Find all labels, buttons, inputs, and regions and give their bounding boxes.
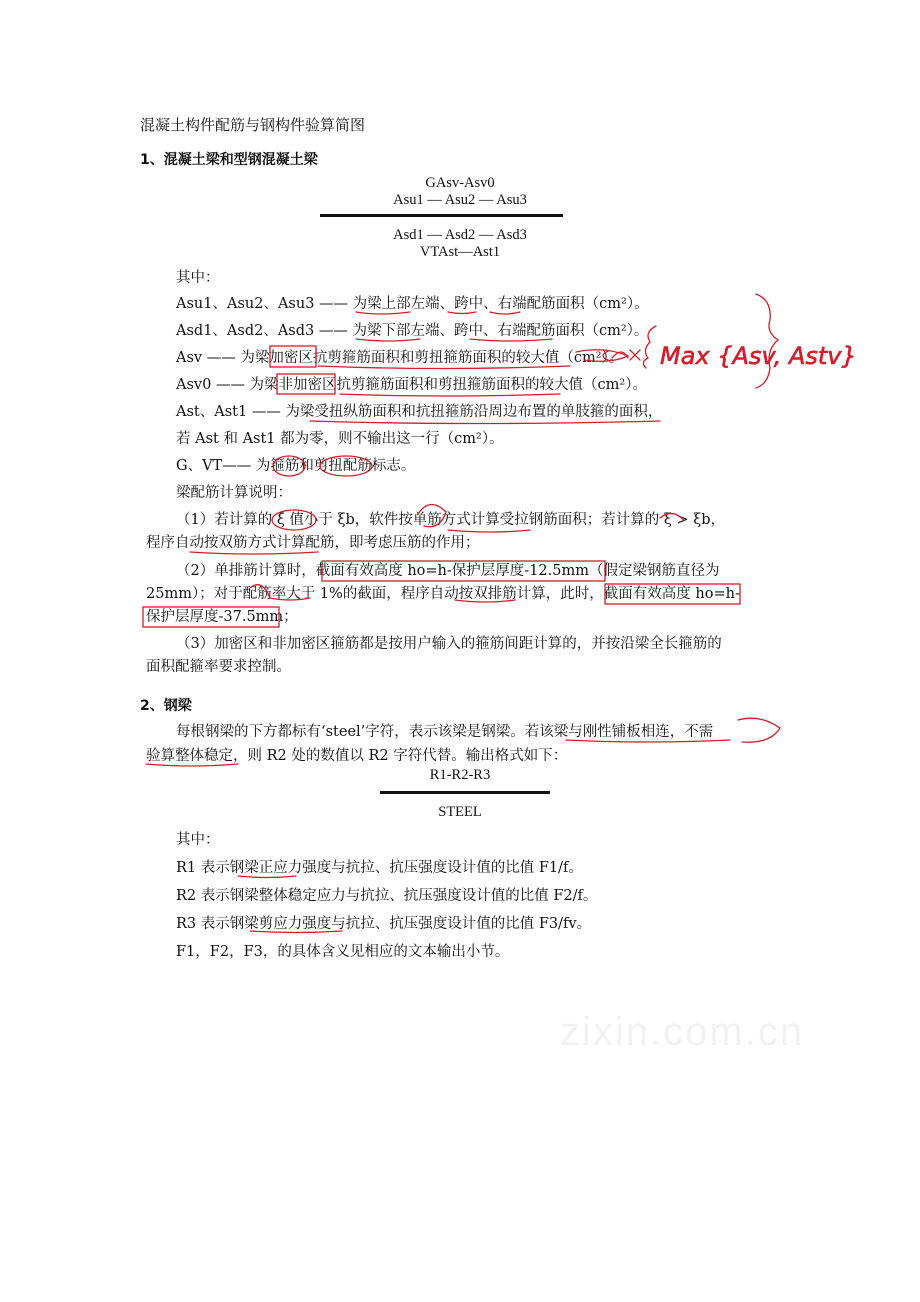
brace-mark	[756, 294, 778, 388]
where-label: 其中：	[176, 832, 220, 848]
section-1-heading: 1、混凝土梁和型钢混凝土梁	[140, 152, 318, 168]
def-line: 若 Ast 和 Ast1 都为零，则不输出这一行（cm²）。	[176, 431, 504, 447]
formula-bottom-line-1: Asd1 — Asd2 — Asd3	[393, 227, 527, 243]
def-line: Asv0 —— 为梁非加密区抗剪箍筋面积和剪扭箍筋面积的较大值（cm²）。	[176, 377, 647, 393]
handwritten-note: Max {Asv, Astv}	[660, 342, 857, 370]
note-line: 保护层厚度-37.5mm；	[146, 609, 298, 625]
steel-paragraph-line: 验算整体稳定，则 R2 处的数值以 R2 字符代替。输出格式如下：	[146, 748, 568, 764]
def-line: Asv —— 为梁加密区抗剪箍筋面积和剪扭箍筋面积的较大值（cm²）。	[176, 350, 624, 366]
note-line: 25mm）；对于配筋率大于 1%的截面，程序自动按双排筋计算，此时，截面有效高度 ho=h-	[146, 586, 740, 602]
section-2-heading: 2、钢梁	[140, 698, 192, 714]
watermark: zixin.com.cn	[560, 1010, 805, 1054]
note-line: （1）若计算的 ξ 值小于 ξb，软件按单筋方式计算受拉钢筋面积；若计算的 ξ > ξb，	[176, 512, 726, 528]
formula-top-line-2: Asu1 — Asu2 — Asu3	[393, 192, 527, 208]
def-line: Ast、Ast1 —— 为梁受扭纵筋面积和抗扭箍筋沿周边布置的单肢箍的面积，	[176, 404, 663, 420]
circle-mark	[738, 718, 780, 742]
note-line: （2）单排筋计算时，截面有效高度 ho=h-保护层厚度-12.5mm（假定梁钢筋直径为	[176, 563, 720, 579]
notes-heading: 梁配筋计算说明：	[176, 485, 292, 501]
steel-def-line: F1，F2，F3，的具体含义见相应的文本输出小节。	[176, 944, 510, 960]
formula-bottom-line-2: VTAst—Ast1	[419, 244, 501, 260]
note-line: 程序自动按双筋方式计算配筋，即考虑压筋的作用；	[146, 535, 480, 551]
steel-paragraph-line: 每根钢梁的下方都标有‘steel’字符，表示该梁是钢梁。若该梁与刚性铺板相连，不需	[176, 724, 714, 740]
formula-top-line-1: GAsv-Asv0	[425, 175, 495, 191]
steel-def-line: R1 表示钢梁正应力强度与抗拉、抗压强度设计值的比值 F1/f。	[176, 860, 583, 876]
note-line: （3）加密区和非加密区箍筋都是按用户输入的箍筋间距计算的，并按沿梁全长箍筋的	[176, 636, 722, 652]
steel-formula-bottom: STEEL	[438, 804, 482, 820]
formula-divider	[320, 214, 563, 217]
where-label: 其中：	[176, 270, 220, 286]
def-line: G、VT—— 为箍筋和剪扭配筋标志。	[176, 458, 416, 474]
def-line: Asd1、Asd2、Asd3 —— 为梁下部左端、跨中、右端配筋面积（cm²）。	[176, 323, 649, 339]
note-line: 面积配箍率要求控制。	[146, 659, 291, 675]
document-title: 混凝土构件配筋与钢构件验算简图	[140, 116, 366, 134]
steel-formula-top: R1-R2-R3	[429, 767, 491, 783]
underline-mark	[448, 530, 530, 532]
steel-def-line: R3 表示钢梁剪应力强度与抗拉、抗压强度设计值的比值 F3/fv。	[176, 916, 592, 932]
steel-def-line: R2 表示钢梁整体稳定应力与抗拉、抗压强度设计值的比值 F2/f。	[176, 888, 598, 904]
ink-stroke	[630, 350, 640, 360]
steel-formula-divider	[380, 791, 550, 794]
def-line: Asu1、Asu2、Asu3 —— 为梁上部左端、跨中、右端配筋面积（cm²）。	[176, 296, 649, 312]
